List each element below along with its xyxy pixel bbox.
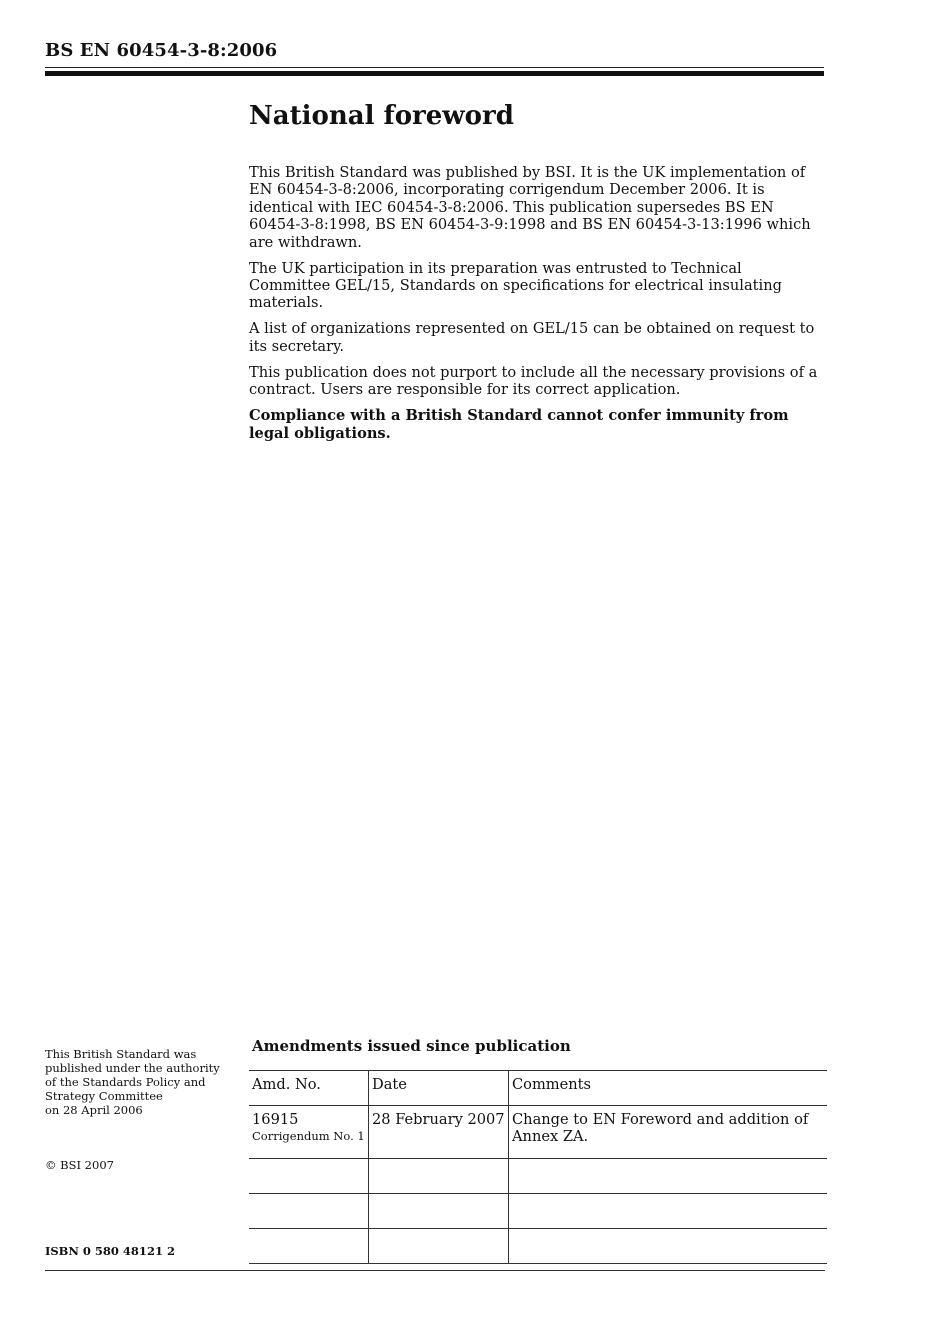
empty-cell — [509, 1159, 828, 1194]
amd-no-cell — [249, 1106, 369, 1159]
authority-line: on 28 April 2006 — [45, 1103, 143, 1117]
authority-note — [45, 1047, 235, 1117]
document-id: BS EN 60454-3-8:2006 — [45, 40, 278, 61]
empty-cell — [249, 1194, 369, 1229]
compliance-note: Compliance with a British Standard cannot confer immunity from legal obligations. — [249, 407, 789, 442]
isbn: ISBN 0 580 48121 2 — [45, 1244, 175, 1258]
amendments-table — [249, 1070, 827, 1264]
footer-rule — [249, 1270, 825, 1271]
page-title: National foreword — [249, 101, 514, 131]
date-cell: 28 February 2007 — [369, 1106, 509, 1159]
empty-cell — [369, 1159, 509, 1194]
empty-cell — [369, 1229, 509, 1264]
table-row-empty — [249, 1159, 827, 1194]
table-row-empty — [249, 1194, 827, 1229]
table-row-empty — [249, 1229, 827, 1264]
table-header-row — [249, 1071, 827, 1106]
authority-line: This British Standard was — [45, 1047, 197, 1061]
comments-cell: Change to EN Foreword and addition of Annex ZA. — [509, 1106, 828, 1159]
table-row — [249, 1106, 827, 1159]
empty-cell — [369, 1194, 509, 1229]
foreword-paragraph: A list of organizations represented on GEL/15 can be obtained on request to its secretary. — [249, 320, 815, 355]
header-rule-thin — [45, 67, 824, 68]
foreword-body — [249, 164, 824, 451]
empty-cell — [249, 1229, 369, 1264]
empty-cell — [509, 1194, 828, 1229]
foreword-paragraph: This British Standard was published by BSI. It is the UK implementation of EN 60454-3-8:2006, incorporating corrigendum December 2006. It is identical with IEC 60454-3-8:2006. This publication supersedes BS EN 60454-3-8:1998, BS EN 60454-3-9:1998 and BS EN 60454-3-13:1996 which are withdrawn. — [249, 164, 811, 251]
amendments-heading: Amendments issued since publication — [252, 1037, 571, 1055]
header-rule-thick — [45, 71, 824, 76]
foreword-paragraph: The UK participation in its preparation was entrusted to Technical Committee GEL/15, Standards on specifications for electrical insulating materials. — [249, 259, 782, 312]
empty-cell — [509, 1229, 828, 1264]
copyright-notice: © BSI 2007 — [45, 1158, 114, 1172]
column-header-comments: Comments — [509, 1071, 828, 1106]
amd-no-note: Corrigendum No. 1 — [252, 1129, 365, 1143]
foreword-paragraph: This publication does not purport to include all the necessary provisions of a contract. Users are responsible for its correct application. — [249, 363, 818, 399]
authority-line: of the Standards Policy and — [45, 1075, 206, 1089]
authority-line: published under the authority — [45, 1061, 220, 1075]
amd-no-value: 16915 — [252, 1111, 299, 1128]
empty-cell — [249, 1159, 369, 1194]
column-header-amd-no: Amd. No. — [249, 1071, 369, 1106]
footer-rule-left — [45, 1270, 249, 1271]
column-header-date: Date — [369, 1071, 509, 1106]
authority-line: Strategy Committee — [45, 1089, 163, 1103]
